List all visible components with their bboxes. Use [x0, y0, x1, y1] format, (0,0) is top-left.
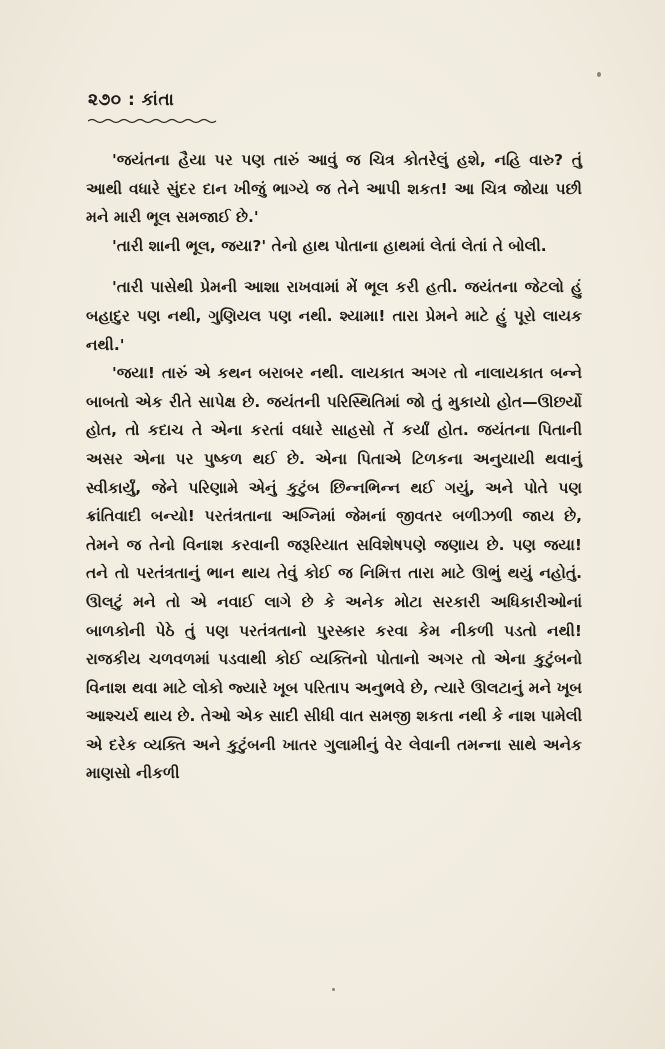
paragraph-3: 'તારી પાસેથી પ્રેમની આશા રાખવામાં મેં ભૂલ કરી હતી. જયંતના જેટલો હું બહાદુર પણ નથી, ગુણિયલ પણ નથી. શ્યામા! તારા પ્રેમને માટે હું પૂરો લાયક નથી.' [86, 278, 582, 354]
header-underline [88, 118, 218, 124]
paper-speck [332, 988, 335, 991]
paragraph-1: 'જયંતના હૈયા પર પણ તારું આવું જ ચિત્ર કોતરેલું હશે, નહિ વારુ? તું આથી વધારે સુંદર દાન ખીજું ભાગ્યે જ તેને આપી શકત! આ ચિત્ર જોયા પછી મને મારી ભૂલ સમજાઈ છે.' [86, 151, 582, 227]
paragraph-2: 'તારી શાની ભૂલ, જયા?' તેનો હાથ પોતાના હાથમાં લેતાં લેતાં તે બોલી. [112, 236, 547, 255]
page-body [86, 146, 582, 788]
page-header: ૨૭૦ : કાંતા [88, 90, 175, 110]
paper-speck [597, 72, 601, 77]
paragraph-4: 'જયા! તારું એ કથન બરાબર નથી. લાયકાત અગર તો નાલાયકાત બન્ને બાબતો એક રીતે સાપેક્ષ છે. જયંતની પરિસ્થિતિમાં જો તું મુકાયો હોત—ઊછર્યો હોત, તો કદાચ તે એના કરતાં વધારે સાહસો તેં કર્યાં હોત. જયંતના પિતાની અસર એના પર પુષ્કળ થઈ છે. એના પિતાએ ટિળકના અનુયાયી થવાનું સ્વીકાર્યું, જેને પરિણામે એનું કુટુંબ છિન્નભિન્ન થઈ ગયું, અને પોતે પણ ક્રાંતિવાદી બન્યો! પરતંત્રતાના અગ્નિમાં જેમનાં જીવતર બળીઝળી જાય છે, તેમને જ તેનો વિનાશ કરવાની જરૂરિયાત સવિશેષપણે જણાય છે. પણ જયા! તને તો પરતંત્રતાનું ભાન થાય તેવું કોઈ જ નિમિત્ત તારા માટે ઊભું થયું નહોતું. ઊલટું મને તો એ નવાઈ લાગે છે કે અનેક મોટા સરકારી અધિકારીઓનાં બાળકોની પેઠે તું પણ પરતંત્રતાનો પુરસ્કાર કરવા કેમ નીકળી પડતો નથી! રાજકીય ચળવળમાં પડવાથી કોઈ વ્યક્તિનો પોતાનો અગર તો એના કુટુંબનો વિનાશ થવા માટે લોકો જ્યારે ખૂબ પરિતાપ અનુભવે છે, ત્યારે ઊલટાનું મને ખૂબ આશ્ચર્ય થાય છે. તેઓ એક સાદી સીધી વાત સમજી શકતા નથી કે નાશ પામેલી એ દરેક વ્યક્તિ અને કુટુંબની ખાતર ગુલામીનું વેર લેવાની તમન્ના સાથે અનેક માણસો નીકળી [86, 364, 582, 783]
